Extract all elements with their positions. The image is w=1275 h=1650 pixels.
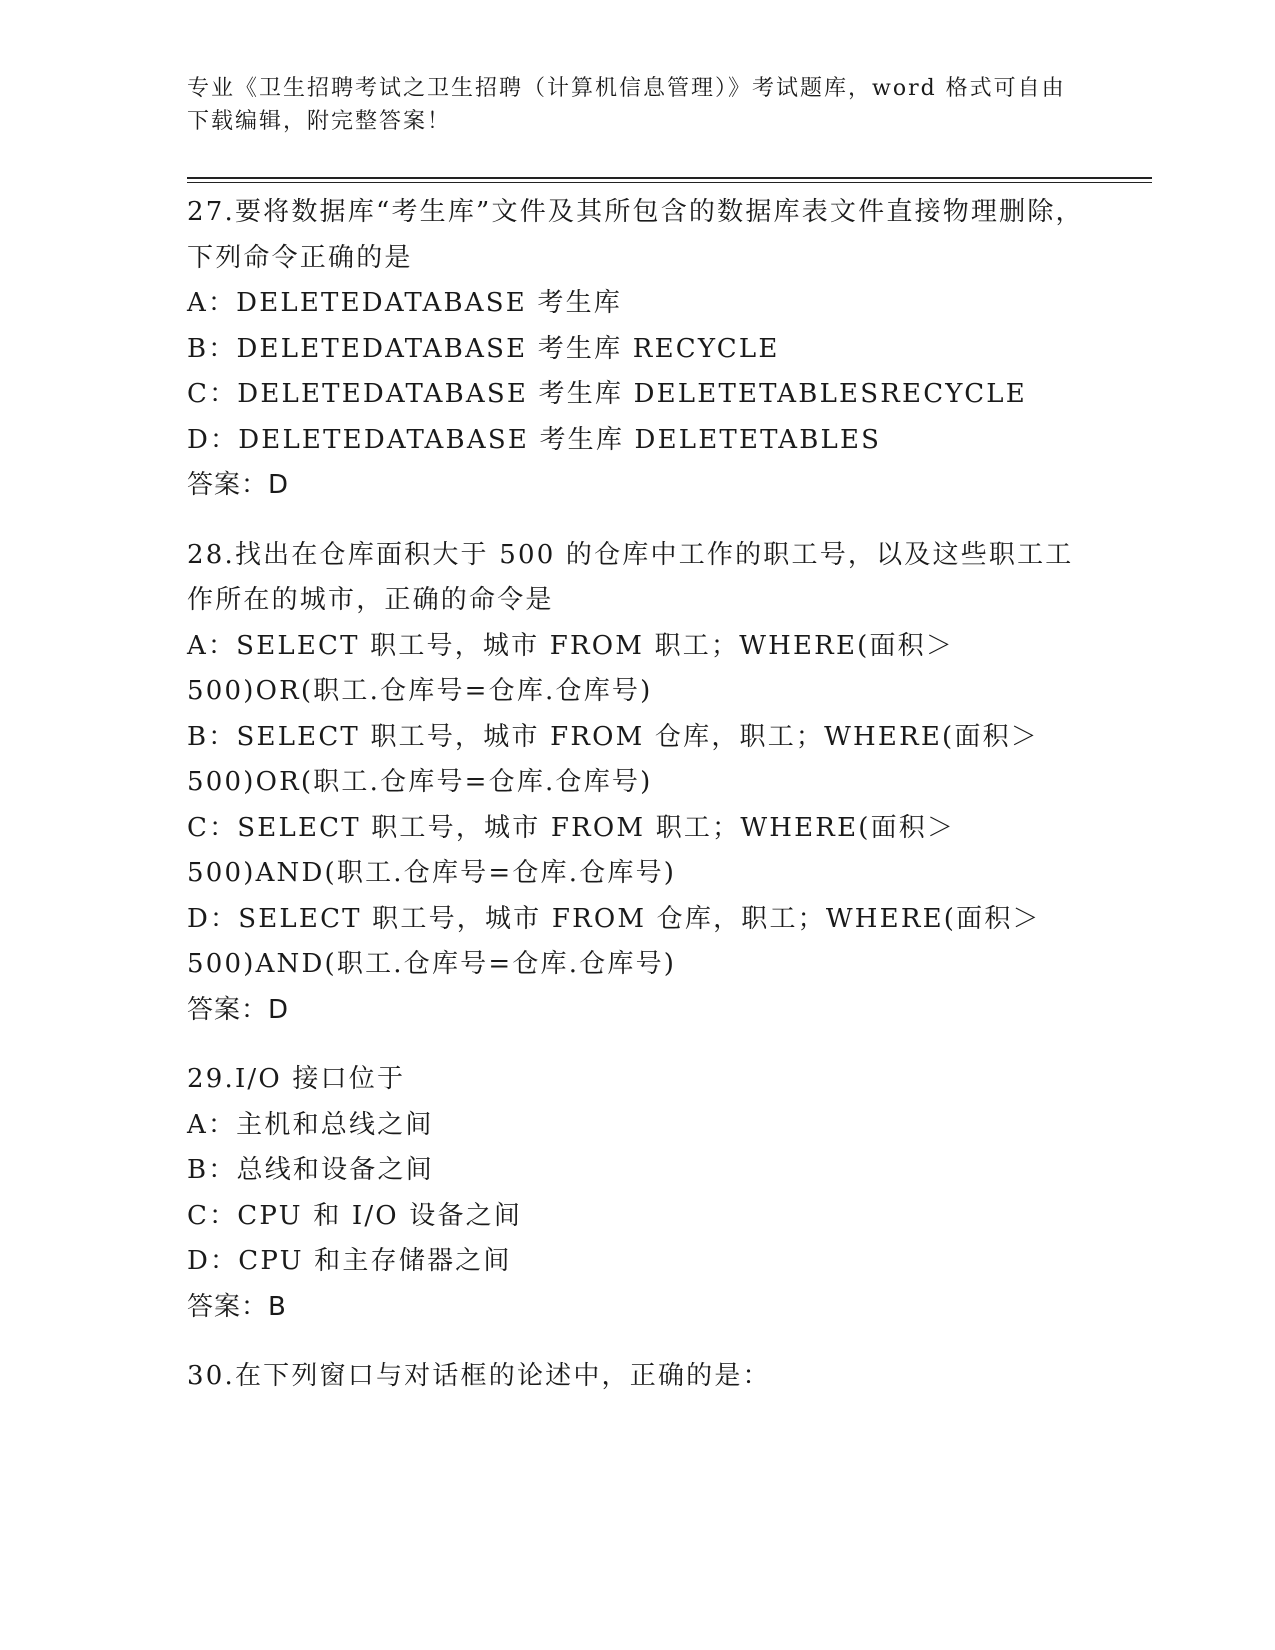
option-a: A：SELECT 职工号，城市 FROM 职工；WHERE(面积＞500)OR(职工.仓库号=仓库.仓库号) (187, 630, 955, 706)
option-d: D：CPU 和主存储器之间 (187, 1246, 512, 1276)
answer: 答案：B (187, 1291, 287, 1322)
option-a: A：DELETEDATABASE 考生库 (187, 288, 623, 318)
question-list (187, 190, 1087, 1424)
document-header: 专业《卫生招聘考试之卫生招聘（计算机信息管理）》考试题库，word 格式可自由下载编辑，附完整答案！ (187, 76, 1066, 134)
option-b: B：DELETEDATABASE 考生库 RECYCLE (187, 333, 780, 364)
option-b: B：总线和设备之间 (187, 1155, 434, 1185)
question-30 (187, 1354, 1087, 1400)
answer: 答案：D (187, 994, 290, 1025)
option-c: C：DELETEDATABASE 考生库 DELETETABLESRECYCLE (187, 379, 1027, 409)
answer: 答案：D (187, 470, 290, 500)
header-rule-thick (187, 177, 1152, 179)
option-d: D：SELECT 职工号，城市 FROM 仓库，职工；WHERE(面积＞500)AND(职工.仓库号=仓库.仓库号) (187, 903, 1041, 979)
option-c: C：SELECT 职工号，城市 FROM 职工；WHERE(面积＞500)AND(职工.仓库号=仓库.仓库号) (187, 812, 956, 888)
question-stem: 29.I/O 接口位于 (187, 1064, 406, 1094)
option-d: D：DELETEDATABASE 考生库 DELETETABLES (187, 424, 882, 455)
question-stem: 30.在下列窗口与对话框的论述中，正确的是： (187, 1361, 771, 1391)
question-28 (187, 533, 1087, 1034)
question-stem: 28.找出在仓库面积大于 500 的仓库中工作的职工号，以及这些职工工作所在的城市，正确的命令是 (187, 539, 1074, 615)
question-29 (187, 1057, 1087, 1330)
question-stem: 27.要将数据库“考生库”文件及其所包含的数据库表文件直接物理删除，下列命令正确的是 (187, 197, 1084, 273)
option-c: C：CPU 和 I/O 设备之间 (187, 1200, 523, 1231)
option-a: A：主机和总线之间 (187, 1109, 434, 1140)
question-27 (187, 190, 1087, 509)
option-b: B：SELECT 职工号，城市 FROM 仓库，职工；WHERE(面积＞500)OR(职工.仓库号=仓库.仓库号) (187, 721, 1040, 797)
header-rule-thin (187, 182, 1152, 183)
